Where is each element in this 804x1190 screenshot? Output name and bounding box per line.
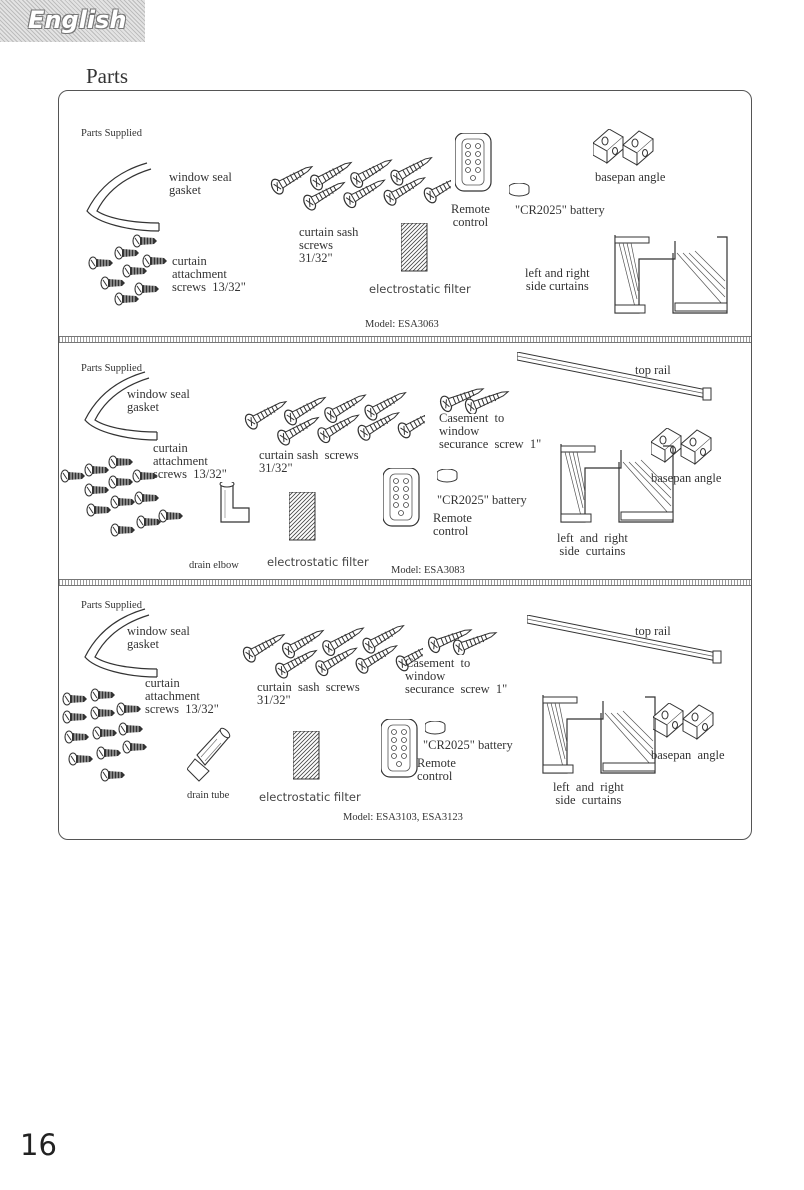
drain-elbow-illustration: [205, 482, 255, 528]
sash-screws-illustration: [251, 121, 451, 221]
model-label: Model: ESA3063: [365, 319, 439, 330]
side-curtains-label: left and right side curtains: [525, 266, 590, 293]
casement-screws-illustration: [423, 611, 513, 655]
battery-illustration: [509, 183, 533, 199]
side-curtains-label: left and right side curtains: [557, 531, 628, 558]
electrostatic-filter-label: electrostatic filter: [267, 555, 369, 569]
drain-tube-label: drain tube: [187, 790, 230, 801]
remote-control-label: Remote control: [417, 756, 456, 783]
basepan-angle-illustration: [593, 129, 663, 171]
side-curtains-illustration: [607, 235, 737, 319]
window-seal-gasket-label: window seal gasket: [169, 170, 232, 197]
parts-box: [58, 90, 752, 840]
sash-screws-label: curtain sash screws 31/32": [299, 225, 359, 265]
curtain-screws-label: curtain attachment screws 13/32": [145, 676, 219, 716]
top-rail-label: top rail: [635, 624, 671, 638]
curtain-screws-illustration: [79, 231, 179, 311]
sash-screws-label: curtain sash screws 31/32": [257, 680, 360, 707]
electrostatic-filter-illustration: [293, 731, 323, 783]
basepan-angle-label: basepan angle: [651, 748, 725, 762]
remote-control-label: Remote control: [433, 511, 472, 538]
basepan-angle-label: basepan angle: [651, 471, 722, 485]
model-label: Model: ESA3083: [391, 565, 465, 576]
casement-screw-label: Casement to window securance screw 1": [439, 411, 542, 451]
sash-screws-label: curtain sash screws 31/32": [259, 448, 359, 475]
remote-control-illustration: [381, 719, 421, 781]
language-tab: [0, 0, 145, 42]
sash-screws-illustration: [225, 356, 425, 456]
top-rail-illustration: [527, 615, 727, 667]
panel-heading: Parts Supplied: [81, 128, 142, 139]
language-tab-label: English: [28, 6, 127, 34]
side-curtains-illustration: [535, 695, 665, 779]
panel-esa3103-esa3123: [59, 585, 751, 839]
window-seal-gasket-label: window seal gasket: [127, 624, 190, 651]
casement-screw-label: Casement to window securance screw 1": [405, 656, 508, 696]
remote-control-illustration: [455, 133, 495, 195]
drain-elbow-label: drain elbow: [189, 560, 239, 571]
electrostatic-filter-illustration: [289, 492, 319, 544]
curtain-screws-label: curtain attachment screws 13/32": [153, 441, 227, 481]
battery-label: "CR2025" battery: [423, 738, 513, 752]
page-number: 16: [20, 1128, 57, 1162]
battery-illustration: [437, 469, 461, 485]
side-curtains-label: left and right side curtains: [553, 780, 624, 807]
drain-tube-illustration: [187, 725, 237, 785]
page-title: Parts: [86, 64, 128, 88]
casement-screws-illustration: [435, 370, 525, 414]
panel-esa3083: [59, 342, 751, 582]
window-seal-gasket-label: window seal gasket: [127, 387, 190, 414]
model-label: Model: ESA3103, ESA3123: [343, 812, 463, 823]
electrostatic-filter-label: electrostatic filter: [259, 790, 361, 804]
basepan-angle-illustration: [653, 703, 723, 745]
remote-control-illustration: [383, 468, 423, 530]
battery-illustration: [425, 721, 449, 737]
side-curtains-illustration: [553, 444, 683, 528]
electrostatic-filter-illustration: [401, 223, 431, 275]
battery-label: "CR2025" battery: [515, 203, 605, 217]
window-seal-gasket-illustration: [79, 161, 169, 241]
panel-heading: Parts Supplied: [81, 600, 142, 611]
battery-label: "CR2025" battery: [437, 493, 527, 507]
top-rail-label: top rail: [635, 363, 671, 377]
panel-heading: Parts Supplied: [81, 363, 142, 374]
curtain-screws-label: curtain attachment screws 13/32": [172, 254, 246, 294]
basepan-angle-label: basepan angle: [595, 170, 666, 184]
top-rail-illustration: [517, 352, 717, 404]
electrostatic-filter-label: electrostatic filter: [369, 282, 471, 296]
remote-control-label: Remote control: [451, 202, 490, 229]
panel-esa3063: [59, 91, 751, 339]
